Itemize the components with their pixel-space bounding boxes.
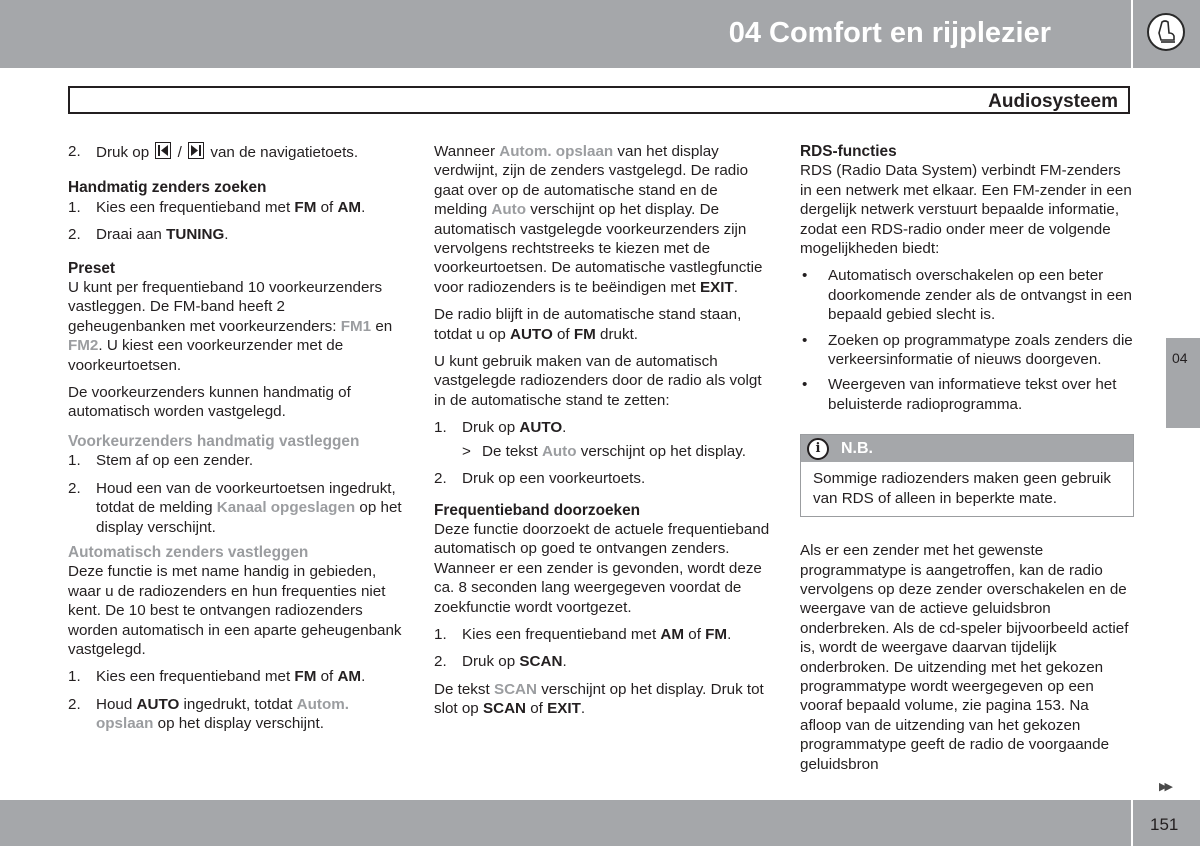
chapter-icon-box: [1132, 0, 1200, 68]
paragraph: De tekst SCAN verschijnt op het display. Druk tot slot op SCAN of EXIT.: [434, 680, 764, 718]
step-item: 2. Druk op / van de navigatietoets.: [68, 143, 359, 161]
heading-auto-store: Automatisch zenders vastleggen: [68, 543, 309, 561]
column-1: [68, 142, 404, 742]
note-header: [801, 435, 1133, 462]
page-number: 151: [1150, 815, 1179, 834]
heading-manual-search: Handmatig zenders zoeken: [68, 179, 267, 197]
heading-rds: RDS-functies: [800, 143, 897, 160]
paragraph: De radio blijft in de automatische stand staan, totdat u op AUTO of FM drukt.: [434, 306, 742, 343]
footer-bar: [0, 800, 1131, 846]
paragraph: U kunt per frequentieband 10 voorkeurzenders vastleggen. De FM-band heeft 2 geheugenbanken met voorkeurzenders: FM1 en FM2. U kiest een voorkeurzender met de voorkeurtoetsen.: [68, 279, 393, 374]
skip-forward-icon: [188, 142, 204, 159]
paragraph: U kunt gebruik maken van de automatisch vastgelegde radiozenders door de radio als volgt in de automatische stand te zetten:: [434, 353, 762, 409]
step-item: 2. Houd AUTO ingedrukt, totdat Autom. opslaan op het display verschijnt.: [68, 695, 349, 733]
paragraph: Deze functie doorzoekt de actuele frequentieband automatisch op goed te ontvangen zenders. Wanneer er een zender is gevonden, wordt deze ca. 8 seconden lang weergegeven voordat de zoekfunctie wordt voortgezet.: [434, 520, 770, 616]
paragraph: Wanneer Autom. opslaan van het display verdwijnt, zijn de zenders vastgelegd. De radio gaat over op de automatische stand en de melding Auto verschijnt op het display. De automatisch vastgelegde voorkeurzenders zijn vervolgens rechtstreeks te kiezen met de voorkeurtoetsen. De automatische vastlegfunctie voor radiozenders is te beëindigen met EXIT.: [434, 143, 763, 296]
step-item: 2. Draai aan TUNING.: [68, 226, 229, 244]
step-item: 1. Druk op AUTO.: [434, 419, 567, 437]
note-label: N.B.: [841, 440, 873, 458]
header-bar: [0, 0, 1131, 68]
column-3: [800, 142, 1134, 782]
heading-manual-store: Voorkeurzenders handmatig vastleggen: [68, 432, 360, 450]
continue-icon: ▶▶: [1159, 781, 1170, 793]
step-item: 1. Stem af op een zender.: [68, 452, 254, 470]
seat-icon: [1147, 13, 1185, 51]
chapter-title: 04 Comfort en rijplezier: [728, 17, 1051, 49]
bullet-item: • Zoeken op programmatype zoals zenders die verkeersinformatie of nieuws doorgeven.: [802, 331, 1133, 369]
column-2: [434, 142, 774, 727]
step-item: 2. Houd een van de voorkeurtoetsen ingedrukt, totdat de melding Kanaal opgeslagen op het display verschijnt.: [68, 479, 402, 536]
heading-preset: Preset: [68, 259, 116, 277]
heading-band-scan: Frequentieband doorzoeken: [434, 501, 641, 519]
note-box: [800, 434, 1134, 517]
step-result: > De tekst Auto verschijnt op het display.: [462, 442, 746, 460]
chapter-tab: [1166, 338, 1200, 428]
step-item: 1. Kies een frequentieband met FM of AM.: [68, 198, 366, 216]
step-item: 2. Druk op een voorkeurtoets.: [434, 470, 646, 488]
step-item: 1. Kies een frequentieband met AM of FM.: [434, 625, 732, 643]
section-title: Audiosysteem: [988, 91, 1118, 112]
bullet-item: • Automatisch overschakelen op een beter doorkomende zender als de ontvangst in een bepaald gebied slecht is.: [802, 267, 1132, 324]
paragraph: RDS (Radio Data System) verbindt FM-zenders in een netwerk met elkaar. Een FM-zender in een dergelijk netwerk verstuurt bepaalde informatie, zodat een RDS-radio onder meer de volgende mogelijkheden biedt:: [800, 162, 1132, 258]
note-text: Sommige radiozenders maken geen gebruik van RDS of alleen in beperkte mate.: [813, 470, 1112, 507]
paragraph: Als er een zender met het gewenste programmatype is aangetroffen, kan de radio vervolgens op deze zender overschakelen en de weergave van de actieve geluidsbron onderbreken. Als de cd-speler bijvoorbeeld actief is, wordt de weergave daarvan tijdelijk onderbroken. De uitzending met het gekozen programmatype wordt weergegeven op een vooraf bepaald volume, zie pagina 153. Na afloop van de uitzending van het gekozen programmatype geeft de radio de voorgaande geluidsbron: [800, 542, 1129, 773]
paragraph: De voorkeurzenders kunnen handmatig of automatisch worden vastgelegd.: [68, 384, 351, 421]
chapter-tab-label: 04: [1172, 350, 1188, 366]
info-icon: i: [807, 438, 829, 460]
step-item: 2. Druk op SCAN.: [434, 653, 567, 671]
paragraph: Deze functie is met name handig in gebieden, waar u de radiozenders en hun frequenties niet kent. De 10 best te ontvangen radiozenders worden automatisch in een aparte geheugenbank vastgelegd.: [68, 563, 402, 658]
bullet-item: • Weergeven van informatieve tekst over het beluisterde radioprogramma.: [802, 376, 1117, 413]
skip-back-icon: [155, 142, 171, 159]
step-item: 1. Kies een frequentieband met FM of AM.: [68, 668, 366, 686]
section-header: [68, 86, 1130, 114]
